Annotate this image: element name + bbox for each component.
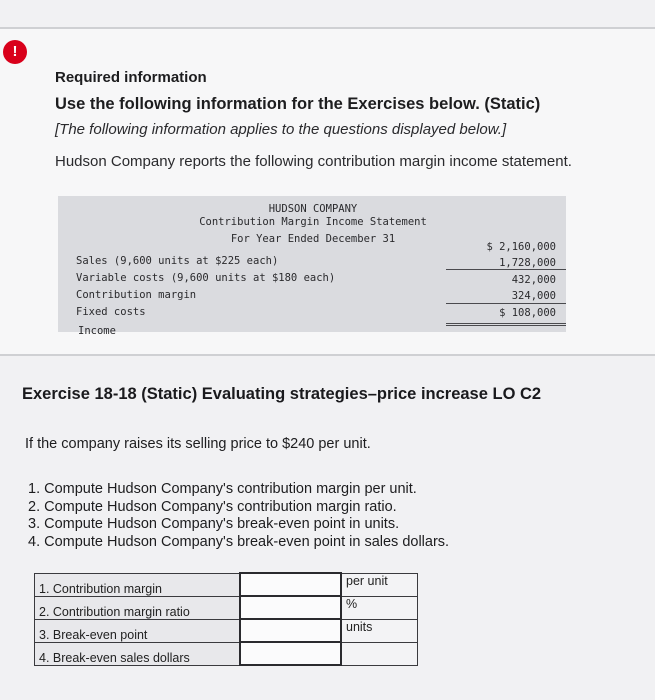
report-text: Hudson Company reports the following contribution margin income statement.: [55, 153, 572, 170]
question-item: 3. Compute Hudson Company's break-even point in units.: [28, 516, 400, 532]
unit-label: units: [341, 619, 418, 642]
answer-label: 2. Contribution margin ratio: [35, 596, 241, 619]
contribution-margin-ratio-input[interactable]: [240, 596, 341, 619]
unit-label: per unit: [341, 573, 418, 596]
required-info-title: Required information: [55, 69, 207, 86]
statement-row-amount: $ 108,000: [499, 307, 556, 319]
table-row: [35, 642, 418, 665]
use-info-heading: Use the following information for the Exercises below. (Static): [55, 95, 541, 113]
unit-label: %: [341, 596, 418, 619]
break-even-sales-input[interactable]: [240, 642, 341, 665]
table-row: [35, 573, 418, 596]
statement-row-amount: 1,728,000: [499, 257, 556, 269]
table-row: [35, 619, 418, 642]
question-item: 1. Compute Hudson Company's contribution margin per unit.: [28, 481, 417, 497]
statement-period: For Year Ended December 31: [230, 233, 396, 245]
statement-row-label: Contribution margin: [76, 289, 197, 301]
statement-row-amount: 324,000: [511, 290, 556, 302]
statement-title: Contribution Margin Income Statement: [199, 216, 427, 228]
statement-row-amount: $ 2,160,000: [486, 241, 556, 253]
income-statement: [58, 196, 566, 337]
statement-company: HUDSON COMPANY: [268, 203, 358, 215]
question-list: [28, 481, 449, 551]
statement-row-label: Income: [78, 325, 116, 337]
applies-note: [The following information applies to the questions displayed below.]: [55, 121, 507, 138]
exclamation-icon: !: [3, 40, 27, 64]
answer-table: [34, 572, 418, 666]
contribution-margin-input[interactable]: [240, 573, 341, 596]
statement-row-label: Fixed costs: [76, 306, 146, 318]
unit-label: [341, 642, 418, 665]
statement-rule: [446, 269, 566, 270]
scenario-text: If the company raises its selling price to $240 per unit.: [25, 436, 371, 452]
answer-label: 4. Break-even sales dollars: [35, 642, 241, 665]
statement-rule: [446, 303, 566, 304]
table-row: [35, 596, 418, 619]
question-item: 2. Compute Hudson Company's contribution margin ratio.: [28, 498, 397, 515]
break-even-units-input[interactable]: [240, 619, 341, 642]
statement-row-label: Sales (9,600 units at $225 each): [76, 255, 279, 267]
exercise-title: Exercise 18-18 (Static) Evaluating strategies–price increase LO C2: [22, 385, 542, 403]
question-item: 4. Compute Hudson Company's break-even point in sales dollars.: [28, 533, 450, 550]
answer-label: 3. Break-even point: [35, 619, 241, 642]
statement-row-label: Variable costs (9,600 units at $180 each): [76, 272, 336, 284]
statement-double-rule: [446, 323, 566, 329]
answer-label: 1. Contribution margin: [35, 573, 241, 596]
statement-row-amount: 432,000: [511, 274, 556, 286]
